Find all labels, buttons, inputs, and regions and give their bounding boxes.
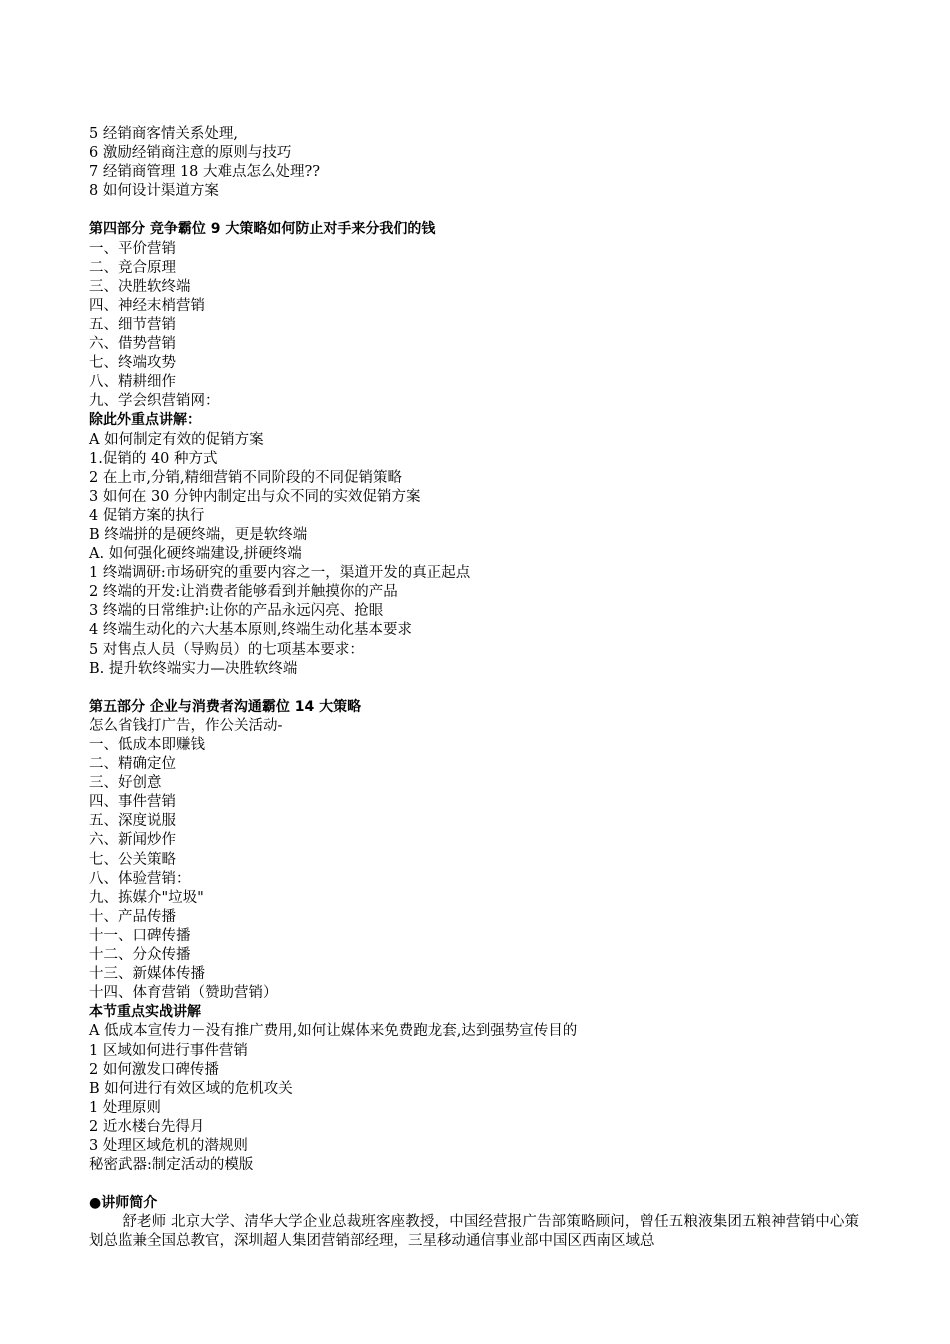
list-item: 七、公关策略 xyxy=(89,851,176,868)
list-item: B 终端拼的是硬终端，更是软终端 xyxy=(89,526,308,543)
list-item: 5 经销商客情关系处理, xyxy=(89,126,238,142)
section-heading: 第四部分 竞争霸位 9 大策略如何防止对手来分我们的钱 xyxy=(89,221,436,238)
list-item: 1.促销的 40 种方式 xyxy=(89,450,218,467)
document-page xyxy=(89,125,869,1252)
list-item: 十一、口碑传播 xyxy=(89,927,191,944)
list-item: 1 终端调研:市场研究的重要内容之一，渠道开发的真正起点 xyxy=(89,565,471,582)
list-item: 6 激励经销商注意的原则与技巧 xyxy=(89,145,292,162)
list-item: 2 近水楼台先得月 xyxy=(89,1118,205,1135)
list-item: A. 如何强化硬终端建设,拼硬终端 xyxy=(89,546,302,563)
list-item: 六、新闻炒作 xyxy=(89,832,176,849)
spacer xyxy=(89,1175,869,1194)
list-item: 九、学会织营销网： xyxy=(89,393,220,410)
list-item: B. 提升软终端实力—决胜软终端 xyxy=(89,660,298,677)
list-item: 7 经销商管理 18 大难点怎么处理?? xyxy=(89,164,321,181)
list-item: 十、产品传播 xyxy=(89,908,176,925)
list-item: 2 如何激发口碑传播 xyxy=(89,1061,219,1078)
list-item: 一、平价营销 xyxy=(89,240,176,257)
part5-section xyxy=(89,698,869,1175)
list-item: 三、好创意 xyxy=(89,775,162,792)
list-item: 3 终端的日常维护:让你的产品永远闪亮、抢眼 xyxy=(89,603,384,620)
subsection-heading: 本节重点实战讲解 xyxy=(89,1004,201,1021)
list-item: 八、体验营销： xyxy=(89,870,191,887)
list-item: 8 如何设计渠道方案 xyxy=(89,183,219,200)
list-item: 二、精确定位 xyxy=(89,756,176,773)
list-item: 4 终端生动化的六大基本原则,终端生动化基本要求 xyxy=(89,622,412,639)
list-item: 九、拣媒介"垃圾" xyxy=(89,889,204,906)
list-item: A 如何制定有效的促销方案 xyxy=(89,431,264,448)
list-item: 五、细节营销 xyxy=(89,316,176,333)
list-item: 十二、分众传播 xyxy=(89,947,191,964)
list-item: 秘密武器:制定活动的模版 xyxy=(89,1157,254,1174)
list-item: 1 区域如何进行事件营销 xyxy=(89,1042,248,1059)
list-item: 十四、体育营销（赞助营销） xyxy=(89,985,278,1002)
list-item: 五、深度说服 xyxy=(89,813,176,830)
list-item: 1 处理原则 xyxy=(89,1099,161,1116)
list-item: 2 终端的开发:让消费者能够看到并触摸你的产品 xyxy=(89,584,398,601)
list-item: B 如何进行有效区域的危机攻关 xyxy=(89,1080,293,1097)
list-item: 八、精耕细作 xyxy=(89,374,176,391)
section-intro: 怎么省钱打广告，作公关活动- xyxy=(89,717,283,734)
part4-section xyxy=(89,220,869,678)
section-heading: 第五部分 企业与消费者沟通霸位 14 大策略 xyxy=(89,698,362,715)
list-item: 六、借势营销 xyxy=(89,336,176,353)
lecturer-bio: 舒老师 北京大学、清华大学企业总裁班客座教授，中国经营报广告部策略顾问，曾任五粮液集团五粮神营销中心策划总监兼全国总教官，深圳超人集团营销部经理，三星移动通信事业部中国区西南区域总 xyxy=(89,1214,859,1250)
list-item: 3 处理区域危机的潜规则 xyxy=(89,1137,248,1154)
spacer xyxy=(89,201,869,220)
lecturer-heading: ●讲师简介 xyxy=(89,1195,158,1212)
list-item: A 低成本宣传力－没有推广费用,如何让媒体来免费跑龙套,达到强势宣传目的 xyxy=(89,1023,578,1040)
list-item: 3 如何在 30 分钟内制定出与众不同的实效促销方案 xyxy=(89,488,421,505)
list-item: 七、终端攻势 xyxy=(89,355,176,372)
subsection-heading: 除此外重点讲解： xyxy=(89,412,201,429)
list-item: 二、竞合原理 xyxy=(89,259,176,276)
list-item: 四、神经末梢营销 xyxy=(89,297,205,314)
list-item: 三、决胜软终端 xyxy=(89,278,191,295)
list-item: 四、事件营销 xyxy=(89,794,176,811)
list-item: 十三、新媒体传播 xyxy=(89,966,205,983)
lecturer-section xyxy=(89,1194,869,1251)
list-item: 2 在上市,分销,精细营销不同阶段的不同促销策略 xyxy=(89,469,403,486)
list-item: 5 对售点人员（导购员）的七项基本要求： xyxy=(89,641,364,658)
spacer xyxy=(89,679,869,698)
part3-tail-list xyxy=(89,125,869,201)
list-item: 一、低成本即赚钱 xyxy=(89,737,205,753)
list-item: 4 促销方案的执行 xyxy=(89,507,205,524)
